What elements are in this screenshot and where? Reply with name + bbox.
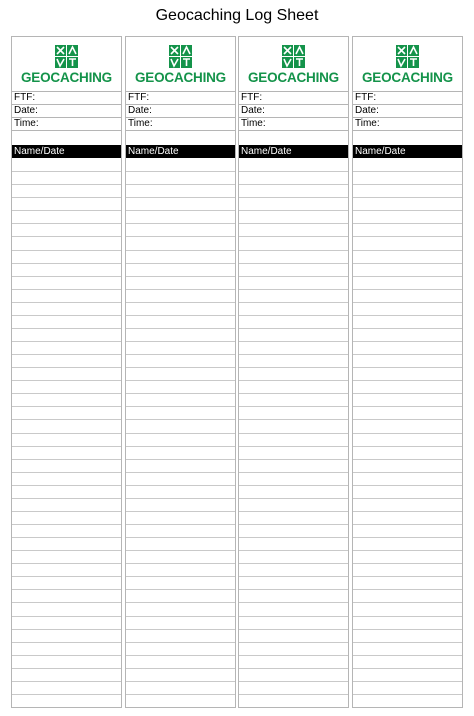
log-row-line [126, 289, 235, 290]
log-row-line [239, 563, 348, 564]
log-row-line [353, 537, 462, 538]
log-row-line [12, 250, 121, 251]
log-row-line [353, 694, 462, 695]
log-row-line [239, 380, 348, 381]
log-row-line [12, 576, 121, 577]
log-row-line [126, 485, 235, 486]
log-row-line [12, 602, 121, 603]
log-row-line [126, 459, 235, 460]
geocaching-logo-icon [169, 45, 192, 68]
name-date-header: Name/Date [353, 145, 462, 158]
log-row-line [126, 642, 235, 643]
log-row-line [239, 642, 348, 643]
log-row-line [12, 380, 121, 381]
log-row-line [126, 498, 235, 499]
log-row-line [126, 655, 235, 656]
log-row-line [126, 446, 235, 447]
log-row-line [239, 433, 348, 434]
log-row-line [126, 550, 235, 551]
log-row-line [239, 485, 348, 486]
log-row-line [239, 655, 348, 656]
log-row-line [12, 485, 121, 486]
log-row-line [239, 171, 348, 172]
log-row-line [126, 184, 235, 185]
log-row-line [239, 289, 348, 290]
log-row-line [126, 263, 235, 264]
log-row-line [239, 537, 348, 538]
name-date-header: Name/Date [126, 145, 235, 158]
log-row-line [126, 616, 235, 617]
log-row-line [126, 576, 235, 577]
blank-field-line [239, 130, 348, 143]
log-row-line [12, 289, 121, 290]
log-row-line [12, 210, 121, 211]
log-row-line [353, 250, 462, 251]
log-row-line [12, 419, 121, 420]
blank-field-line [353, 130, 462, 143]
date-field[interactable]: Date: [12, 104, 121, 117]
log-row-line [126, 629, 235, 630]
log-entry-area[interactable] [126, 158, 235, 707]
log-row-line [12, 263, 121, 264]
log-row-line [239, 602, 348, 603]
log-row-line [12, 694, 121, 695]
log-row-line [239, 668, 348, 669]
log-column [238, 36, 349, 708]
log-row-line [239, 589, 348, 590]
logo-wordmark: GEOCACHING [361, 70, 453, 85]
log-row-line [353, 367, 462, 368]
log-row-line [12, 537, 121, 538]
logo-wordmark: GEOCACHING [247, 70, 339, 85]
log-row-line [239, 210, 348, 211]
log-row-line [239, 302, 348, 303]
log-row-line [353, 406, 462, 407]
log-row-line [239, 629, 348, 630]
log-row-line [353, 589, 462, 590]
log-row-line [126, 197, 235, 198]
log-row-line [353, 576, 462, 577]
log-row-line [12, 668, 121, 669]
log-row-line [353, 380, 462, 381]
log-row-line [239, 250, 348, 251]
log-row-line [12, 459, 121, 460]
log-row-line [239, 223, 348, 224]
log-row-line [239, 341, 348, 342]
log-row-line [239, 315, 348, 316]
log-row-line [353, 393, 462, 394]
log-row-line [126, 681, 235, 682]
log-row-line [239, 406, 348, 407]
log-row-line [353, 511, 462, 512]
geocaching-logo-icon [396, 45, 419, 68]
log-row-line [12, 589, 121, 590]
log-row-line [353, 341, 462, 342]
log-row-line [12, 472, 121, 473]
log-row-line [353, 276, 462, 277]
log-row-line [239, 276, 348, 277]
log-row-line [353, 642, 462, 643]
log-row-line [126, 171, 235, 172]
log-row-line [239, 419, 348, 420]
log-row-line [126, 367, 235, 368]
log-row-line [126, 511, 235, 512]
log-row-line [126, 694, 235, 695]
log-row-line [12, 498, 121, 499]
log-row-line [126, 328, 235, 329]
blank-field-line [126, 130, 235, 143]
log-row-line [126, 537, 235, 538]
log-row-line [12, 223, 121, 224]
log-row-line [126, 250, 235, 251]
log-row-line [12, 276, 121, 277]
log-row-line [353, 302, 462, 303]
log-row-line [126, 315, 235, 316]
log-row-line [239, 184, 348, 185]
log-row-line [353, 197, 462, 198]
log-row-line [353, 210, 462, 211]
log-row-line [12, 433, 121, 434]
log-row-line [353, 419, 462, 420]
log-row-line [12, 302, 121, 303]
log-row-line [353, 524, 462, 525]
log-row-line [126, 563, 235, 564]
log-row-line [353, 171, 462, 172]
log-row-line [12, 315, 121, 316]
log-row-line [126, 602, 235, 603]
log-row-line [239, 681, 348, 682]
log-row-line [126, 380, 235, 381]
log-row-line [353, 236, 462, 237]
log-row-line [126, 393, 235, 394]
log-row-line [239, 459, 348, 460]
log-row-line [126, 419, 235, 420]
log-row-line [353, 446, 462, 447]
log-row-line [126, 524, 235, 525]
date-field[interactable]: Date: [239, 104, 348, 117]
name-date-header: Name/Date [12, 145, 121, 158]
log-row-line [353, 354, 462, 355]
geocaching-logo-icon [55, 45, 78, 68]
log-row-line [12, 236, 121, 237]
geocaching-logo-icon [282, 45, 305, 68]
blank-field-line [12, 130, 121, 143]
log-column [125, 36, 236, 708]
log-row-line [239, 498, 348, 499]
log-row-line [12, 629, 121, 630]
ftf-field[interactable]: FTF: [12, 91, 121, 104]
name-date-header: Name/Date [239, 145, 348, 158]
geocaching-logo [12, 37, 121, 91]
log-row-line [12, 655, 121, 656]
log-row-line [12, 681, 121, 682]
log-row-line [12, 446, 121, 447]
logo-wordmark: GEOCACHING [20, 70, 112, 85]
log-row-line [353, 602, 462, 603]
log-row-line [126, 433, 235, 434]
log-row-line [239, 367, 348, 368]
log-row-line [12, 524, 121, 525]
log-row-line [239, 236, 348, 237]
log-row-line [239, 472, 348, 473]
log-row-line [353, 184, 462, 185]
log-row-line [126, 302, 235, 303]
log-entry-area[interactable] [239, 158, 348, 707]
log-row-line [12, 171, 121, 172]
log-row-line [126, 589, 235, 590]
log-row-line [239, 328, 348, 329]
log-row-line [126, 354, 235, 355]
log-row-line [12, 616, 121, 617]
logo-wordmark: GEOCACHING [134, 70, 226, 85]
log-row-line [239, 550, 348, 551]
log-row-line [239, 511, 348, 512]
geocaching-logo [239, 37, 348, 91]
time-field[interactable]: Time: [353, 117, 462, 130]
log-row-line [126, 472, 235, 473]
page-title: Geocaching Log Sheet [155, 7, 319, 24]
log-row-line [353, 655, 462, 656]
geocaching-logo [353, 37, 462, 91]
log-column [352, 36, 463, 708]
log-entry-area[interactable] [353, 158, 462, 707]
log-row-line [353, 498, 462, 499]
log-row-line [12, 367, 121, 368]
log-row-line [239, 197, 348, 198]
log-row-line [353, 563, 462, 564]
log-row-line [239, 694, 348, 695]
log-row-line [12, 341, 121, 342]
log-row-line [353, 472, 462, 473]
log-row-line [239, 393, 348, 394]
log-row-line [126, 668, 235, 669]
log-row-line [353, 681, 462, 682]
log-row-line [12, 184, 121, 185]
geocaching-logo [126, 37, 235, 91]
log-row-line [353, 223, 462, 224]
log-row-line [353, 328, 462, 329]
log-row-line [12, 550, 121, 551]
log-row-line [126, 236, 235, 237]
date-field[interactable]: Date: [126, 104, 235, 117]
log-row-line [12, 328, 121, 329]
log-row-line [353, 459, 462, 460]
log-row-line [239, 524, 348, 525]
ftf-field[interactable]: FTF: [239, 91, 348, 104]
log-row-line [126, 341, 235, 342]
log-row-line [126, 210, 235, 211]
log-column [11, 36, 122, 708]
log-row-line [353, 616, 462, 617]
ftf-field[interactable]: FTF: [353, 91, 462, 104]
log-row-line [353, 668, 462, 669]
log-row-line [12, 563, 121, 564]
log-row-line [353, 550, 462, 551]
log-row-line [12, 393, 121, 394]
log-row-line [126, 276, 235, 277]
log-row-line [353, 485, 462, 486]
ftf-field[interactable]: FTF: [126, 91, 235, 104]
log-row-line [239, 354, 348, 355]
time-field[interactable]: Time: [239, 117, 348, 130]
time-field[interactable]: Time: [126, 117, 235, 130]
log-entry-area[interactable] [12, 158, 121, 707]
log-row-line [353, 315, 462, 316]
log-row-line [126, 406, 235, 407]
log-row-line [239, 263, 348, 264]
log-row-line [12, 511, 121, 512]
log-row-line [12, 354, 121, 355]
log-row-line [353, 433, 462, 434]
log-row-line [353, 263, 462, 264]
log-row-line [239, 576, 348, 577]
log-row-line [239, 446, 348, 447]
time-field[interactable]: Time: [12, 117, 121, 130]
log-row-line [12, 197, 121, 198]
date-field[interactable]: Date: [353, 104, 462, 117]
log-row-line [126, 223, 235, 224]
log-row-line [353, 629, 462, 630]
log-row-line [353, 289, 462, 290]
log-row-line [12, 642, 121, 643]
log-row-line [12, 406, 121, 407]
log-row-line [239, 616, 348, 617]
